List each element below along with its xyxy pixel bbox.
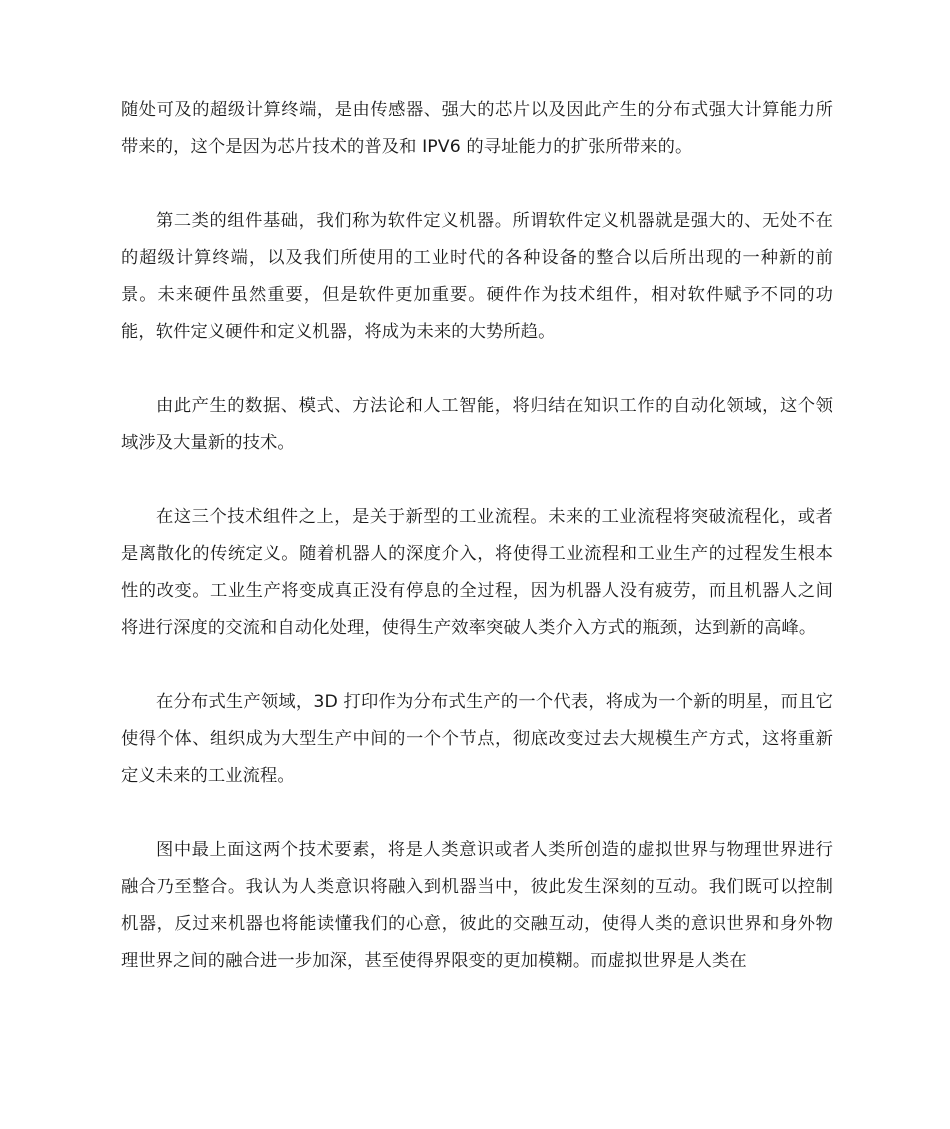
paragraph-3: 由此产生的数据、模式、方法论和人工智能，将归结在知识工作的自动化领域，这个领域涉及大量新的技术。 (121, 396, 833, 453)
paragraph-1: 随处可及的超级计算终端，是由传感器、强大的芯片以及因此产生的分布式强大计算能力所带来的，这个是因为芯片技术的普及和 IPV6 的寻址能力的扩张所带来的。 (121, 100, 833, 157)
paragraph-5: 在分布式生产领域，3D 打印作为分布式生产的一个代表，将成为一个新的明星，而且它使得个体、组织成为大型生产中间的一个个节点，彻底改变过去大规模生产方式，这将重新定义未来的工业流程。 (121, 692, 833, 786)
paragraph-2: 第二类的组件基础，我们称为软件定义机器。所谓软件定义机器就是强大的、无处不在的超级计算终端，以及我们所使用的工业时代的各种设备的整合以后所出现的一种新的前景。未来硬件虽然重要，但是软件更加重要。硬件作为技术组件，相对软件赋予不同的功能，软件定义硬件和定义机器，将成为未来的大势所趋。 (121, 211, 833, 342)
paragraph-4: 在这三个技术组件之上，是关于新型的工业流程。未来的工业流程将突破流程化，或者是离散化的传统定义。随着机器人的深度介入，将使得工业流程和工业生产的过程发生根本性的改变。工业生产将变成真正没有停息的全过程，因为机器人没有疲劳，而且机器人之间将进行深度的交流和自动化处理，使得生产效率突破人类介入方式的瓶颈，达到新的高峰。 (121, 507, 833, 638)
document-body (121, 92, 833, 980)
paragraph-6: 图中最上面这两个技术要素，将是人类意识或者人类所创造的虚拟世界与物理世界进行融合乃至整合。我认为人类意识将融入到机器当中，彼此发生深刻的互动。我们既可以控制机器，反过来机器也将能读懂我们的心意，彼此的交融互动，使得人类的意识世界和身外物理世界之间的融合进一步加深，甚至使得界限变的更加模糊。而虚拟世界是人类在 (121, 840, 833, 971)
